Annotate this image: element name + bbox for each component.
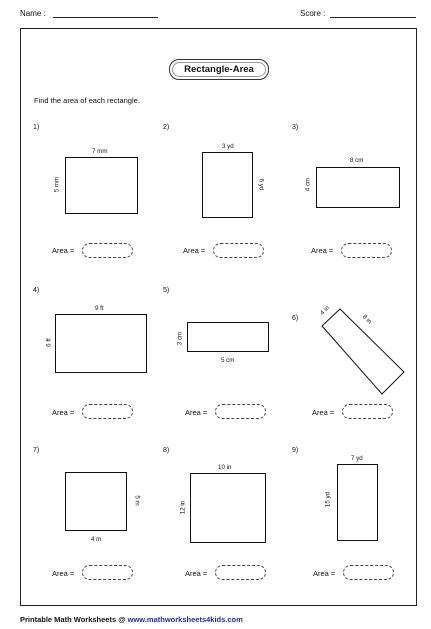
width-label: 3 cm <box>176 331 184 346</box>
length-label: 3 yd <box>222 143 234 150</box>
score-label: Score : <box>300 9 326 18</box>
width-label: 4 in <box>318 304 331 317</box>
problem-number: 6) <box>292 315 299 322</box>
instruction-text: Find the area of each rectangle. <box>34 96 140 105</box>
length-label: 9 ft <box>95 305 104 312</box>
answer-box-9[interactable] <box>343 565 394 580</box>
footer <box>20 615 243 624</box>
width-label: 5 mm <box>53 176 61 193</box>
rectangle-shape <box>316 167 400 208</box>
width-label: 5 m <box>133 495 141 506</box>
area-label: Area = <box>185 408 208 417</box>
name-field[interactable] <box>53 17 158 18</box>
problem-number: 7) <box>33 447 40 454</box>
problem-number: 5) <box>163 287 170 294</box>
answer-box-4[interactable] <box>82 404 133 419</box>
area-label: Area = <box>313 569 336 578</box>
length-label: 4 m <box>91 536 102 543</box>
answer-box-6[interactable] <box>342 404 393 419</box>
rectangle-shape <box>190 473 266 543</box>
rectangle-shape <box>65 157 138 214</box>
width-label: 12 in <box>179 500 187 515</box>
answer-box-5[interactable] <box>215 404 266 419</box>
area-label: Area = <box>311 246 334 255</box>
rectangle-shape <box>55 314 147 373</box>
width-label: 6 ft <box>45 338 53 347</box>
problem-number: 9) <box>292 447 299 454</box>
area-label: Area = <box>185 569 208 578</box>
area-label: Area = <box>183 246 206 255</box>
problem-number: 2) <box>163 124 170 131</box>
answer-box-8[interactable] <box>215 565 266 580</box>
rectangle-shape <box>202 152 253 218</box>
width-label: 15 yd <box>324 491 332 508</box>
area-label: Area = <box>312 408 335 417</box>
length-label: 8 cm <box>350 157 364 164</box>
length-label: 7 mm <box>92 148 108 155</box>
answer-box-2[interactable] <box>213 243 264 258</box>
problem-number: 8) <box>163 447 170 454</box>
length-label: 5 cm <box>221 357 235 364</box>
answer-box-1[interactable] <box>82 243 133 258</box>
rectangle-shape <box>337 464 378 541</box>
length-label: 10 in <box>218 464 232 471</box>
problem-number: 4) <box>33 287 40 294</box>
area-label: Area = <box>52 246 75 255</box>
footer-prefix: Printable Math Worksheets @ <box>20 615 128 624</box>
rectangle-shape <box>65 472 127 531</box>
score-field[interactable] <box>330 17 416 18</box>
width-label: 4 cm <box>304 177 312 192</box>
problem-number: 1) <box>33 124 40 131</box>
name-label: Name : <box>20 9 46 18</box>
answer-box-3[interactable] <box>341 243 392 258</box>
answer-box-7[interactable] <box>82 565 133 580</box>
rotated-rectangle-shape <box>300 295 415 395</box>
length-label: 8 in <box>360 313 373 326</box>
rectangle-shape <box>187 322 269 352</box>
problem-number: 3) <box>292 124 299 131</box>
worksheet-title: Rectangle-Area <box>169 59 269 80</box>
area-label: Area = <box>52 569 75 578</box>
area-label: Area = <box>52 408 75 417</box>
width-label: 6 yd <box>257 178 265 191</box>
footer-link[interactable]: www.mathworksheets4kids.com <box>127 615 243 624</box>
length-label: 7 yd <box>351 455 363 462</box>
